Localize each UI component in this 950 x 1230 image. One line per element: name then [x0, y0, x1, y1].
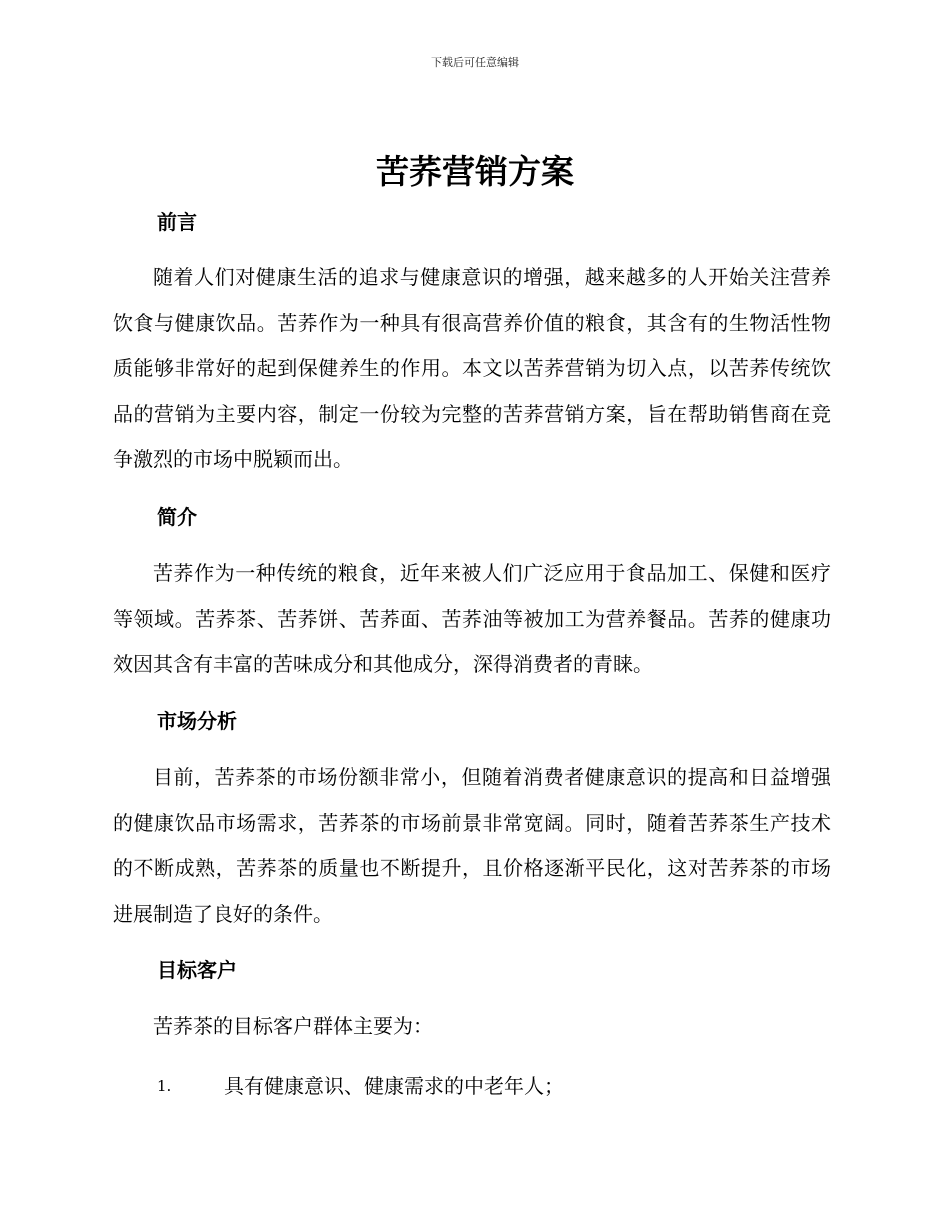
list-item-number: 1. — [157, 1077, 172, 1095]
paragraph-intro: 苦荞作为一种传统的粮食，近年来被人们广泛应用于食品加工、保健和医疗等领域。苦荞茶、苦荞饼、苦荞面、苦荞油等被加工为营养餐品。苦荞的健康功效因其含有丰富的苦味成分和其他成分，深得消费者的青睐。 — [113, 561, 831, 676]
section-heading-market: 市场分析 — [157, 709, 237, 733]
section-heading-foreword: 前言 — [157, 210, 197, 234]
document-title: 苦荞营销方案 — [376, 152, 574, 191]
list-item-text: 具有健康意识、健康需求的中老年人； — [224, 1074, 564, 1098]
section-heading-target: 目标客户 — [157, 958, 237, 982]
paragraph-foreword: 随着人们对健康生活的追求与健康意识的增强，越来越多的人开始关注营养饮食与健康饮品。苦荞作为一种具有很高营养价值的粮食，其含有的生物活性物质能够非常好的起到保健养生的作用。本文以苦荞营销为切入点，以苦荞传统饮品的营销为主要内容，制定一份较为完整的苦荞营销方案，旨在帮助销售商在竞争激烈的市场中脱颖而出。 — [113, 265, 831, 471]
header-note: 下载后可任意编辑 — [431, 56, 519, 69]
list-item — [157, 1073, 837, 1099]
section-heading-intro: 简介 — [157, 505, 197, 529]
paragraph-target: 苦荞茶的目标客户群体主要为： — [153, 1014, 433, 1038]
paragraph-market: 目前，苦荞茶的市场份额非常小，但随着消费者健康意识的提高和日益增强的健康饮品市场需求，苦荞茶的市场前景非常宽阔。同时，随着苦荞茶生产技术的不断成熟，苦荞茶的质量也不断提升，且价格逐渐平民化，这对苦荞茶的市场进展制造了良好的条件。 — [113, 765, 831, 926]
